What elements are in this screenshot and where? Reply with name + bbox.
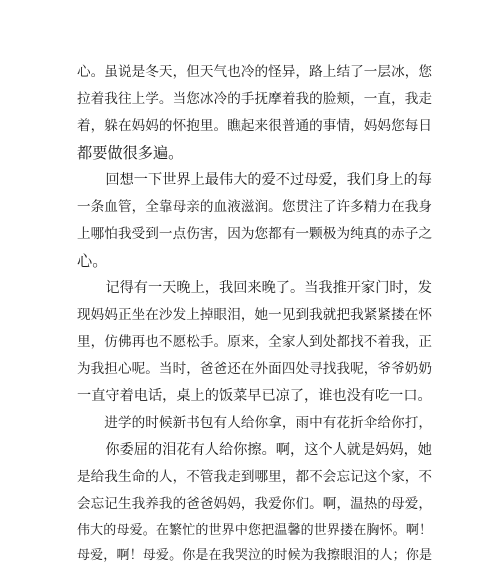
- text-line-4: 都要做很多遍。: [77, 144, 184, 162]
- text-line-7: 上哪怕我受到一点伤害，因为您都有一颗极为纯真的赤子之: [77, 226, 432, 242]
- text-line-2: 拉着我往上学。当您冰冷的手抚摩着我的脸颊，一直，我走: [77, 91, 432, 107]
- text-line-19: 母爱，啊！母爱。你是在我哭泣的时候为我擦眼泪的人；你是: [77, 548, 432, 563]
- text-line-5: 回想一下世界上最伟大的爱不过母爱，我们身上的每: [77, 172, 432, 188]
- text-line-6: 一条血管，全靠母亲的血液滋润。您贯注了许多精力在我身: [77, 199, 432, 215]
- text-line-3: 着，躲在妈妈的怀抱里。瞧起来很普通的事情，妈妈您每日: [77, 118, 432, 134]
- text-line-11: 里，仿佛再也不愿松手。原来，全家人到处都找不着我，正: [77, 334, 432, 350]
- text-line-10: 现妈妈正坐在沙发上掉眼泪，她一见到我就把我紧紧搂在怀: [77, 307, 432, 323]
- text-line-9: 记得有一天晚上，我回来晚了。当我推开家门时，发: [77, 280, 432, 296]
- text-line-14: 进学的时候新书包有人给你拿，雨中有花折伞给你打，: [77, 415, 432, 431]
- text-line-15: 你委屈的泪花有人给你擦。啊，这个人就是妈妈，她: [77, 442, 432, 458]
- text-line-8: 心。: [77, 252, 108, 270]
- text-line-12: 为我担心呢。当时，爸爸还在外面四处寻找我呢，爷爷奶奶: [77, 361, 432, 377]
- text-line-1: 心。虽说是冬天，但天气也冷的怪异，路上结了一层冰，您: [77, 64, 432, 80]
- text-line-13: 一直守着电话，桌上的饭菜早已凉了，谁也没有吃一口。: [77, 388, 432, 404]
- text-line-17: 会忘记生我养我的爸爸妈妈，我爱你们。啊，温热的母爱，: [77, 496, 432, 512]
- text-line-18: 伟大的母爱。在繁忙的世界中您把温馨的世界搂在胸怀。啊！: [77, 523, 432, 538]
- text-line-16: 是给我生命的人，不管我走到哪里，都不会忘记这个家，不: [77, 469, 432, 485]
